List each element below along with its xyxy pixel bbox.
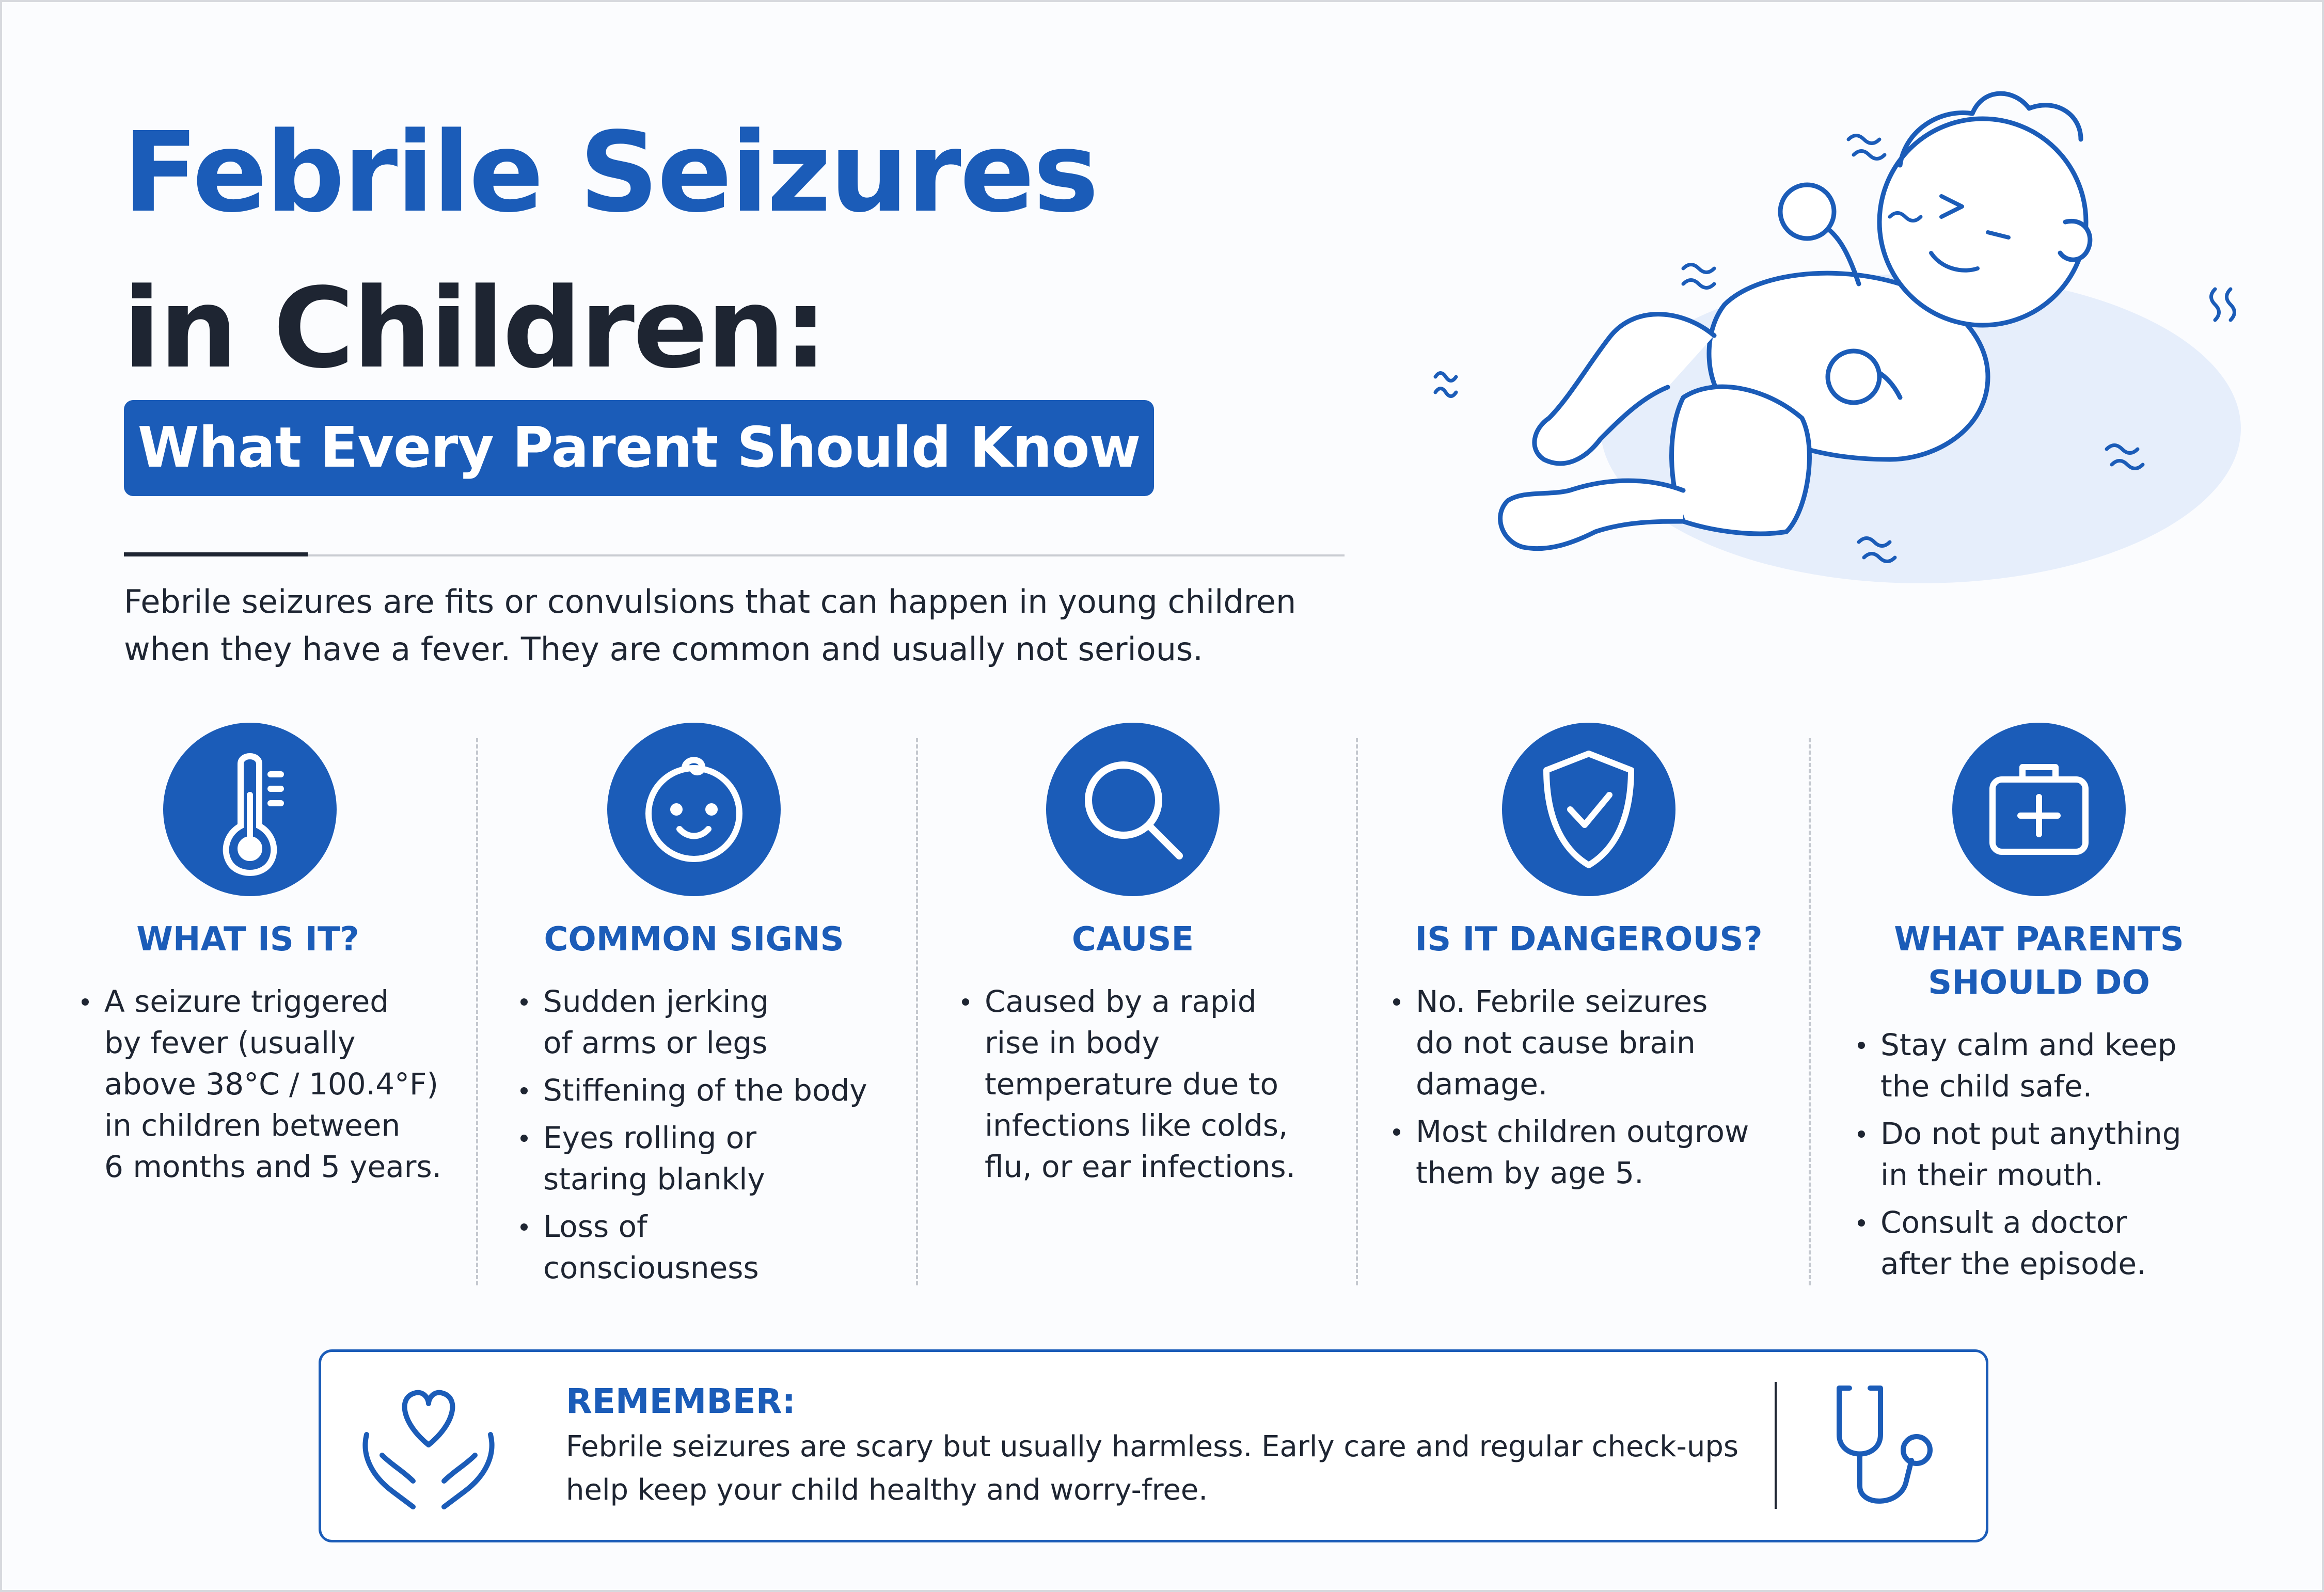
list-item-line: in children between [104, 1108, 401, 1143]
column-common-signs [516, 723, 909, 1301]
list-item-line: Sudden jerking [543, 984, 769, 1019]
list-item-line: Consult a doctor [1880, 1205, 2127, 1240]
list-item-line: Eyes rolling or [543, 1120, 757, 1155]
column-heading [958, 918, 1308, 961]
list-item-line: do not cause brain [1416, 1025, 1696, 1060]
intro-line: when they have a fever. They are common and usually not serious. [124, 630, 1204, 668]
list-item-line: consciousness [543, 1250, 759, 1285]
shake-line [2211, 289, 2219, 320]
list-item-line: Do not put anything [1880, 1116, 2181, 1151]
shake-line [2227, 289, 2235, 320]
list-item-line: 6 months and 5 years. [104, 1149, 442, 1184]
list-item-line: temperature due to [985, 1066, 1278, 1102]
shake-line [1435, 389, 1456, 396]
shake-line [1683, 280, 1714, 288]
baby-leg-lower [1500, 481, 1683, 549]
list-item [958, 981, 1295, 1187]
column-heading [77, 918, 418, 961]
list-item [1389, 981, 1749, 1105]
list-item-line: Loss of [543, 1209, 647, 1244]
remember-title: REMEMBER: [566, 1381, 796, 1421]
intro-paragraph [124, 578, 1363, 673]
column-what-is-it [77, 723, 442, 1301]
remember-separator [1775, 1382, 1777, 1509]
list-item-line: Most children outgrow [1416, 1114, 1749, 1149]
list-item-line: Caused by a rapid [985, 984, 1257, 1019]
list-item [516, 981, 867, 1063]
list-item [1854, 1113, 2181, 1196]
column-divider [1809, 738, 1811, 1285]
list-item-line: flu, or ear infections. [985, 1149, 1296, 1184]
subtitle-banner: What Every Parent Should Know [124, 400, 1154, 496]
baby-diaper [1672, 387, 1810, 534]
column-list [958, 981, 1295, 1193]
column-what-parents-should-do [1854, 723, 2256, 1301]
thermometer-icon [163, 723, 337, 896]
intro-line: Febrile seizures are fits or convulsions that can happen in young children [124, 583, 1297, 620]
list-item-line: by fever (usually [104, 1025, 356, 1060]
column-list [516, 981, 867, 1295]
list-item-line: Stay calm and keep [1880, 1027, 2177, 1062]
column-heading-line: SHOULD DO [1928, 964, 2150, 1002]
column-heading-line: IS IT DANGEROUS? [1415, 920, 1763, 959]
list-item-line: in their mouth. [1880, 1157, 2104, 1192]
column-heading-line: COMMON SIGNS [544, 920, 844, 959]
list-item-line: Stiffening of the body [543, 1073, 867, 1108]
list-item [1854, 1024, 2181, 1107]
column-heading [516, 918, 872, 961]
column-divider [476, 738, 478, 1285]
list-item-line: A seizure triggered [104, 984, 389, 1019]
list-item [516, 1117, 867, 1200]
baby-face-icon [607, 723, 781, 896]
magnifier-icon [1046, 723, 1220, 896]
shake-line [1854, 151, 1885, 159]
first-aid-kit-icon [1952, 723, 2126, 896]
column-heading [1389, 918, 1789, 961]
list-item [1389, 1111, 1749, 1193]
baby-fist-lower [1828, 351, 1879, 403]
remember-line: help keep your child healthy and worry-free. [566, 1473, 1208, 1507]
list-item-line: rise in body [985, 1025, 1160, 1060]
list-item-line: of arms or legs [543, 1025, 768, 1060]
list-item-line: after the episode. [1880, 1246, 2146, 1281]
remember-line: Febrile seizures are scary but usually harmless. Early care and regular check-ups [566, 1430, 1739, 1463]
list-item [516, 1070, 867, 1111]
baby-ear [2060, 221, 2090, 260]
seizing-baby-illustration [1394, 67, 2262, 594]
shake-line [1683, 265, 1714, 273]
column-heading-line: WHAT PARENTS [1894, 920, 2184, 959]
list-item-line: the child safe. [1880, 1069, 2093, 1104]
remember-text [566, 1425, 1738, 1512]
column-cause [958, 723, 1340, 1301]
list-item [516, 1206, 867, 1288]
list-item-line: No. Febrile seizures [1416, 984, 1708, 1019]
baby-fist-upper [1780, 185, 1834, 238]
list-item-line: above 38°C / 100.4°F) [104, 1066, 439, 1102]
column-heading [1854, 918, 2224, 1005]
column-list [1854, 1024, 2181, 1291]
section-rule-accent [124, 552, 308, 556]
stethoscope-icon [1808, 1373, 1963, 1522]
column-list [1389, 981, 1749, 1200]
list-item [77, 981, 441, 1187]
list-item [1854, 1202, 2181, 1284]
column-heading-line: WHAT IS IT? [136, 920, 359, 959]
list-item-line: them by age 5. [1416, 1155, 1644, 1190]
shake-line [1848, 136, 1879, 144]
shake-line [1435, 373, 1456, 381]
column-list [77, 981, 441, 1193]
shield-check-icon [1502, 723, 1675, 896]
title-line-2: in Children: [123, 264, 827, 393]
list-item-line: damage. [1416, 1066, 1548, 1102]
heart-hands-icon [351, 1378, 506, 1517]
title-line-1: Febrile Seizures [123, 108, 1098, 237]
column-heading-line: CAUSE [1071, 920, 1194, 959]
list-item-line: staring blankly [543, 1161, 765, 1197]
column-divider [1356, 738, 1358, 1285]
remember-box [319, 1349, 1988, 1542]
column-divider [916, 738, 918, 1285]
list-item-line: infections like colds, [985, 1108, 1288, 1143]
column-is-it-dangerous [1389, 723, 1792, 1301]
